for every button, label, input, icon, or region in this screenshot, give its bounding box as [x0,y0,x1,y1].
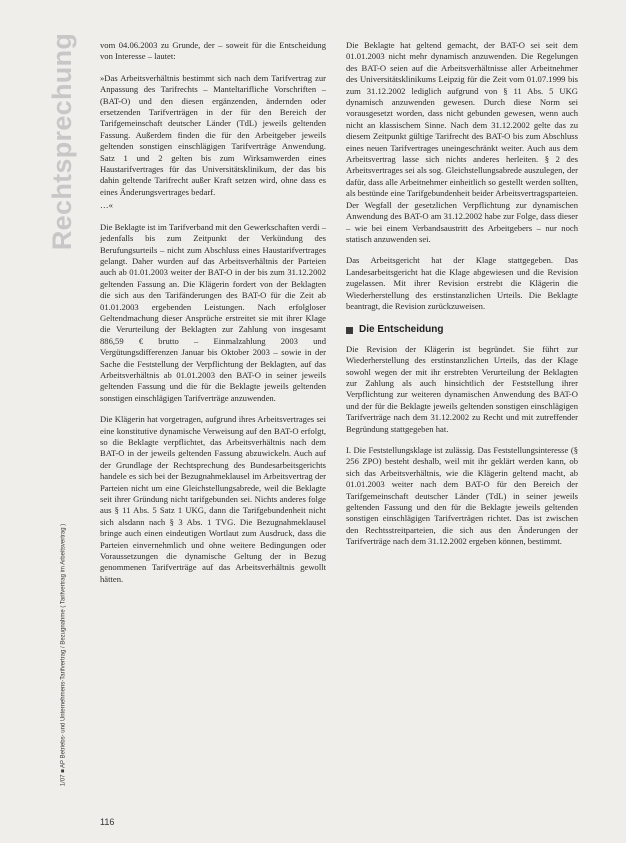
page-number: 116 [100,817,115,827]
side-title-text: Rechtsprechung [47,32,78,250]
right-column [346,40,578,558]
paragraph: I. Die Feststellungsklage ist zulässig. Das Feststellungsinteresse (§ 256 ZPO) besteht deshalb, weil mit ihr geklärt werden kann, ob sich das Arbeitsverhältnis, wie die Klägerin geltend macht, ab 01.01.2003 weiter nach dem BAT-O für den Bereich der Tarifgemeinschaft deutscher Länder (TdL) in seiner jeweils geltenden Fassung und den für die Beklagte jeweils geltenden sonstigen einschlägigen Tarifverträgen richtet. Das ist zwischen den Rechtsstreitparteien, die sich aus den Änderungen der Tarifverträge nach dem 31.12.2002 ergeben können, bestimmt. [346,445,578,547]
paragraph: Die Klägerin hat vorgetragen, aufgrund ihres Arbeitsvertrages sei eine konstitutive dynamische Verweisung auf den BAT-O erfolgt, so die Beklagte verpflichtet, das Arbeitsverhältnis nach dem BAT-O in der jeweils geltenden Fassung abzuwickeln. Auch auf der Grundlage der Rechtsprechung des Bundesarbeitsgerichts handele es sich bei der Bezugnahmeklausel im Arbeitsvertrag der Parteien nicht um eine Gleichstellungsabrede, weil die Beklagte seit ihrer Gründung nicht tarifgebunden sei. Nichts anderes folge aus § 11 Abs. 5 Satz 1 UKG, dann die Tarifgebundenheit nicht sich alsdann nach § 3 Abs. 1 TVG. Die Bezugnahmeklausel bringe auch einen eindeutigen Wortlaut zum Ausdruck, dass die Parteien einvernehmlich und ohne weitere Bedingungen oder Voraussetzungen die dynamische Geltung der in Bezug genommenen Tarifverträge auf das Arbeitsverhältnis gewollt hätten. [100,414,326,584]
paragraph-ellipsis: …« [100,200,113,211]
paragraph: Die Beklagte ist im Tarifverband mit den Gewerkschaften verdi – jedenfalls bis zum Zeitpunkt der Verkündung des Berufungsurteils – nicht zum Abschluss eines Haustarifvertrages gelangt. Daher wurden auf das Arbeitsverhältnis der Parteien auch ab 01.01.2003 weiter der BAT-O in der bis zum 31.12.2002 geltenden Fassung an. Die Klägerin fordert von der Beklagten die sich aus den Tarifänderungen des BAT-O für die Zeit ab 01.01.2003 ergebenden Leistungen. Nach erfolgloser Geltendmachung dieser Ansprüche erstreitet sie mit ihrer Klage die Verurteilung der Beklagten zur Zahlung von insgesamt 886,59 € brutto – Einmalzahlung 2003 und Vergütungsdifferenzen Januar bis Oktober 2003 – sowie in der Sache die Feststellung der Verpflichtung der Beklagten, auf das Arbeitsverhältnis ab 01.01.2003 den BAT-O in seiner jeweils geltenden Fassung und die für die Beklagte jeweils geltenden sonstigen einschlägigen Tarifverträge anzuwenden. [100,221,326,403]
journal-side-meta [56,490,70,820]
paragraph: »Das Arbeitsverhältnis bestimmt sich nach dem Tarifvertrag zur Anpassung des Tarifrechts – Manteltarifliche Vorschriften – (BAT-O) und den diesen ergänzenden, ändernden oder ersetzenden Tarifverträgen in der für den Bereich der Tarifgemeinschaft deutscher Länder (TdL) jeweils geltenden Fassung. Außerdem finden die für den Arbeitgeber jeweils geltenden sonstigen einschlägigen Tarifverträge Anwendung. Satz 1 und 2 gelten bis zum Wirksamwerden eines Haustarifvertrages für das Universitätsklinikum, der das bis dahin geltende Tarifrecht außer Kraft setzen wird, ohne dass es eines Änderungsvertrages bedarf. [100,72,326,197]
side-meta-text: 1/07 ■ AP Betriebs- und Unternehmens-Tarifvertrag / Bezugnahme ( Tarifvertrag im Arbeitsvertrag ) [60,523,66,787]
section-heading-text: Die Entscheidung [359,324,444,336]
paragraph: Die Revision der Klägerin ist begründet. Sie führt zur Wiederherstellung des erstinstanzlichen Urteils, das der Klage sowohl wegen der mit ihr erstrebten Verurteilung der Beklagten zur Zahlung als auch hinsichtlich der Feststellung ihrer Verpflichtung zur weiteren dynamischen Anwendung des BAT-O und der für die Beklagte jeweils geltenden sonstigen einschlägigen Tarifverträge nach dem 31.12.2002 zu Recht und mit zutreffender Begründung stattgegeben hat. [346,343,578,434]
paragraph: Das Arbeitsgericht hat der Klage stattgegeben. Das Landesarbeitsgericht hat die Klage abgewiesen und die Revision zugelassen. Mit ihrer Revision erstrebt die Klägerin die Wiederherstellung des erstinstanzlichen Urteils. Die Beklagte beantragt, die Revision zurückzuweisen. [346,255,578,311]
square-bullet-icon [346,327,353,334]
left-column [100,40,326,595]
paragraph: Die Beklagte hat geltend gemacht, der BAT-O sei seit dem 01.01.2003 nicht mehr dynamisch anzuwenden. Die Regelungen des BAT-O seien auf die Arbeitsverhältnisse aller Arbeitnehmer des Universitätsklinikums Leipzig für die Zeit vom 01.07.1999 bis zum 31.12.2002 lediglich aufgrund von § 11 Abs. 5 UKG dynamisch anzuwenden gewesen. Durch diese Norm sei vorausgesetzt worden, dass nicht gebunden gewesen, wenn auch nicht an klassischem Sinne. Nach dem 31.12.2002 gelte das zu diesem Zeitpunkt gültige Tarifrecht des BAT-O bis zum Abschluss eines neuen Tarifvertrages uneingeschränkt weiter. Auch aus dem Arbeitsvertrag lasse sich nichts anderes herleiten. § 2 des Arbeitsvertrages sei als sog. Gleichstellungsabrede auszulegen, der dafür, dass alle Arbeitnehmer einheitlich so gestellt werden sollten, als bestünde eine Tarifgebundenheit beider Arbeitsvertragsparteien. Der Wegfall der gesetzlichen Verpflichtung zur dynamischen Anwendung des BAT-O am 31.12.2002 habe zur Folge, dass dieser – wie bei einem Verbandsaustritt des Arbeitgebers – nur noch statisch anzuwenden sei. [346,40,578,244]
section-side-title [44,25,82,257]
section-heading [346,324,578,335]
paragraph: vom 04.06.2003 zu Grunde, der – soweit für die Entscheidung von Interesse – lautet: [100,40,326,62]
